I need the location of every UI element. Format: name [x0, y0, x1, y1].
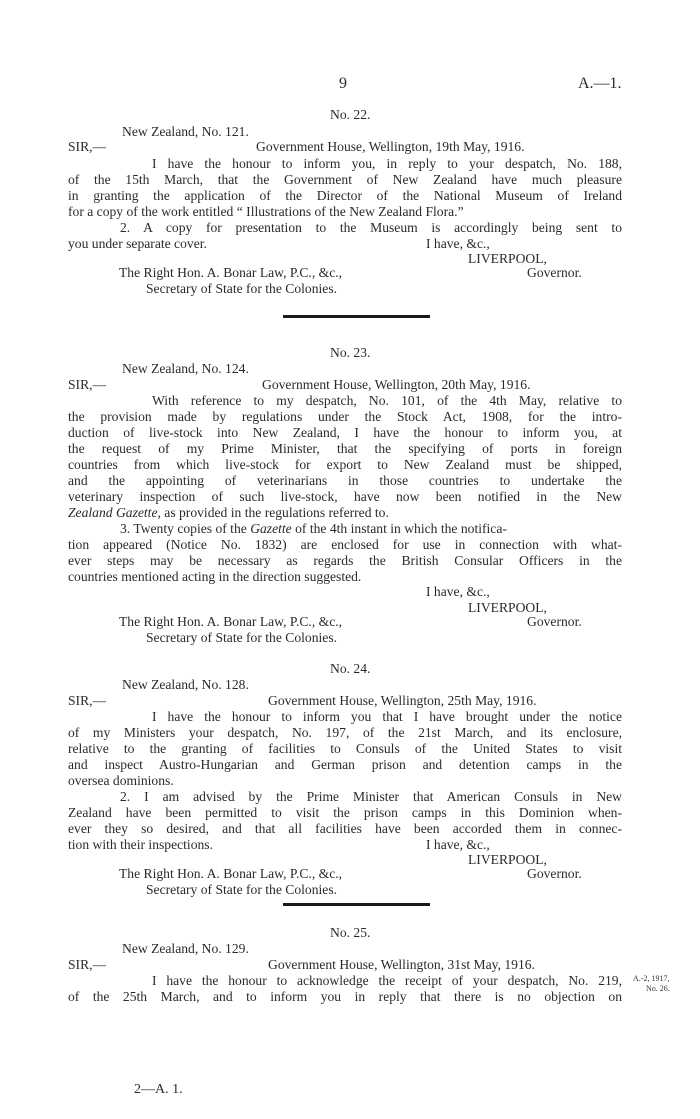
body-line: for a copy of the work entitled “ Illustrations of the New Zealand Flora.” — [68, 204, 464, 219]
body-line: in granting the application of the Director of the National Museum of Ireland — [68, 188, 622, 203]
body-line: of the 25th March, and to inform you in reply that there is no objection on — [68, 989, 622, 1004]
body-line: the request of my Prime Minister, that the specifying of ports in foreign — [68, 441, 622, 456]
closing: I have, &c., — [426, 837, 490, 852]
body-line: of my Ministers your despatch, No. 197, of the 21st March, and its enclosure, — [68, 725, 622, 740]
body-line: countries mentioned acting in the direction suggested. — [68, 569, 362, 584]
closing: I have, &c., — [426, 236, 490, 251]
body-line: duction of live-stock into New Zealand, I have the honour to inform you, at — [68, 425, 622, 440]
dateline: Government House, Wellington, 25th May, 1916. — [268, 693, 537, 708]
body-line: and inspect Austro-Hungarian and German prison and detention camps in the — [68, 757, 622, 772]
addressee: The Right Hon. A. Bonar Law, P.C., &c., — [119, 265, 343, 280]
despatch-number: No. 24. — [330, 661, 371, 676]
page-footer-signature: 2—A. 1. — [134, 1082, 183, 1097]
despatch-number: No. 25. — [330, 925, 371, 940]
addressee-office: Secretary of State for the Colonies. — [146, 630, 338, 645]
addressee-office: Secretary of State for the Colonies. — [146, 281, 338, 296]
body-line: tion appeared (Notice No. 1832) are enclosed for use in connection with what- — [68, 537, 622, 552]
despatch-ref: New Zealand, No. 124. — [122, 361, 249, 376]
despatch-ref: New Zealand, No. 121. — [122, 124, 249, 139]
salutation: SIR,— — [68, 957, 107, 972]
body-line: tion with their inspections. — [68, 837, 213, 852]
salutation: SIR,— — [68, 377, 107, 392]
dateline: Government House, Wellington, 31st May, 1916. — [268, 957, 535, 972]
body-line: and the appointing of veterinarians in those countries to undertake the — [68, 473, 622, 488]
document-reference: A.—1. — [578, 75, 622, 92]
margin-note: No. 26. — [646, 984, 670, 993]
despatch-ref: New Zealand, No. 129. — [122, 941, 249, 956]
body-line: oversea dominions. — [68, 773, 174, 788]
section-divider — [283, 903, 430, 906]
body-line: I have the honour to acknowledge the receipt of your despatch, No. 219, — [152, 973, 622, 988]
despatch-number: No. 22. — [330, 107, 371, 122]
body-line: Zealand have been permitted to visit the prison camps in this Dominion when- — [68, 805, 622, 820]
body-line: veterinary inspection of such live-stock, have now been notified in the New — [68, 489, 622, 504]
addressee-office: Secretary of State for the Colonies. — [146, 882, 338, 897]
signature-title: Governor. — [527, 866, 582, 881]
closing: I have, &c., — [426, 584, 490, 599]
body-line: 3. Twenty copies of the Gazette of the 4th instant in which the notifica- — [120, 521, 507, 536]
dateline: Government House, Wellington, 20th May, 1916. — [262, 377, 531, 392]
body-line: relative to the granting of facilities to Consuls of the United States to visit — [68, 741, 622, 756]
signature-title: Governor. — [527, 265, 582, 280]
signature: LIVERPOOL, — [468, 251, 547, 266]
body-line: the provision made by regulations under the Stock Act, 1908, for the intro- — [68, 409, 622, 424]
signature-title: Governor. — [527, 614, 582, 629]
signature: LIVERPOOL, — [468, 600, 547, 615]
body-line: ever they so desired, and that all facilities have been accorded them in connec- — [68, 821, 622, 836]
despatch-number: No. 23. — [330, 345, 371, 360]
salutation: SIR,— — [68, 693, 107, 708]
section-divider — [283, 315, 430, 318]
despatch-ref: New Zealand, No. 128. — [122, 677, 249, 692]
salutation: SIR,— — [68, 139, 107, 154]
addressee: The Right Hon. A. Bonar Law, P.C., &c., — [119, 614, 343, 629]
body-line: Zealand Gazette, as provided in the regulations referred to. — [68, 505, 389, 520]
body-line: 2. A copy for presentation to the Museum is accordingly being sent to — [120, 220, 622, 235]
addressee: The Right Hon. A. Bonar Law, P.C., &c., — [119, 866, 343, 881]
body-line: of the 15th March, that the Government of New Zealand have much pleasure — [68, 172, 622, 187]
body-line: With reference to my despatch, No. 101, of the 4th May, relative to — [152, 393, 622, 408]
body-line: 2. I am advised by the Prime Minister that American Consuls in New — [120, 789, 622, 804]
body-line: you under separate cover. — [68, 236, 207, 251]
body-line: I have the honour to inform you, in reply to your despatch, No. 188, — [152, 156, 622, 171]
body-line: ever steps may be necessary as regards the British Consular Officers in the — [68, 553, 622, 568]
dateline: Government House, Wellington, 19th May, 1916. — [256, 139, 525, 154]
signature: LIVERPOOL, — [468, 852, 547, 867]
body-line: countries from which live-stock for export to New Zealand must be shipped, — [68, 457, 622, 472]
page-number: 9 — [339, 75, 347, 92]
margin-note: A.-2, 1917, — [633, 974, 670, 983]
body-line: I have the honour to inform you that I have brought under the notice — [152, 709, 622, 724]
